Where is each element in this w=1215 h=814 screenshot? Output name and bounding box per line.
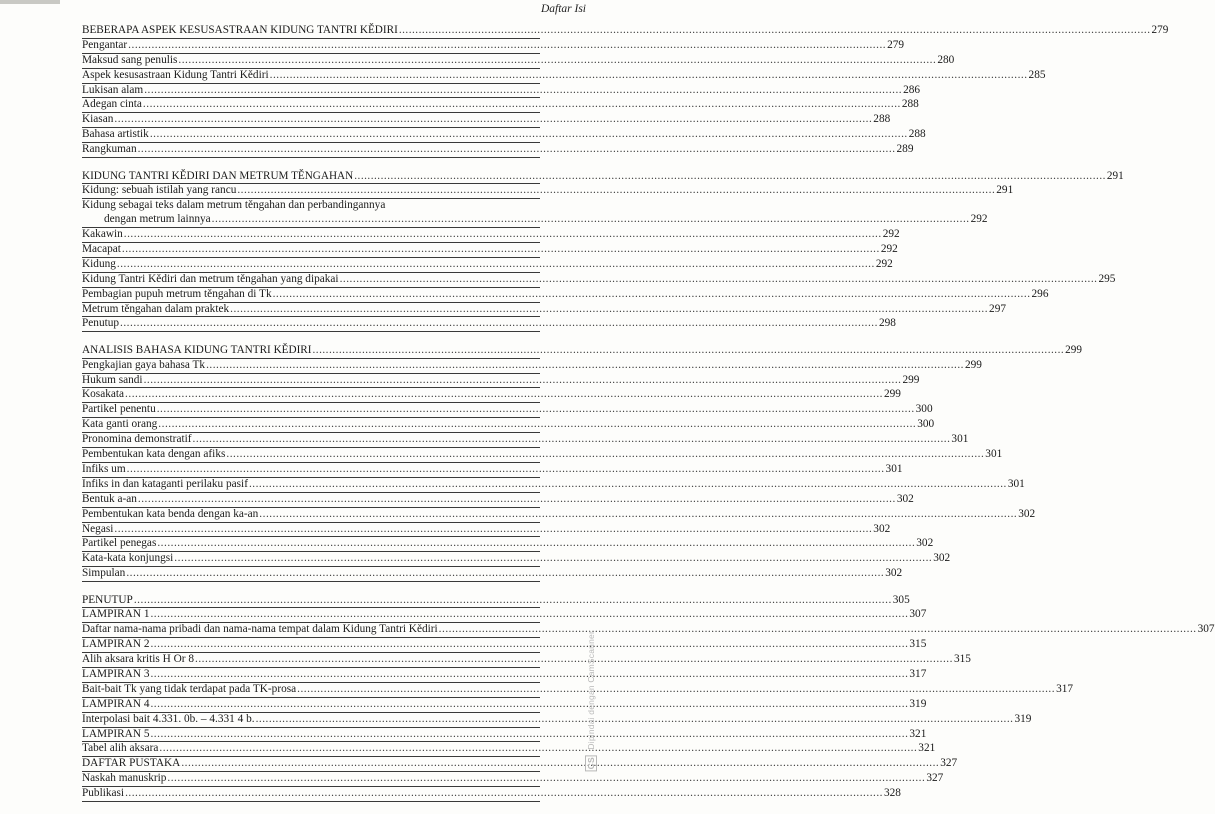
toc-entry-title: Macapat — [82, 242, 121, 255]
toc-page-number: 291 — [1106, 169, 1124, 182]
toc-entry-title: PENUTUP — [82, 593, 133, 606]
toc-entry-title: Partikel penentu — [82, 403, 156, 416]
toc-leader-dots — [225, 448, 985, 462]
toc-entry — [82, 462, 903, 478]
toc-page-number: 286 — [903, 83, 921, 96]
toc-page-number: 302 — [916, 537, 934, 550]
running-head: Daftar Isi — [540, 3, 586, 15]
toc-page-number: 328 — [883, 787, 901, 800]
toc-section-heading — [82, 169, 1124, 185]
toc-entry — [82, 433, 969, 448]
toc-entry-title: Pembagian pupuh metrum těngahan di Tk — [82, 287, 272, 300]
toc-entry-title: Maksud sang penulis — [82, 53, 178, 66]
toc-entry-title: Penutup — [82, 317, 120, 330]
toc-entry — [82, 53, 955, 69]
toc-page-number: 301 — [885, 462, 903, 475]
toc-page-number: 292 — [970, 213, 988, 226]
toc-entry — [82, 668, 927, 683]
toc-leader-dots — [398, 24, 1152, 38]
toc-leader-dots — [133, 594, 893, 608]
toc-leader-dots — [149, 608, 909, 622]
toc-entry — [82, 358, 982, 374]
toc-page-number: 307 — [909, 608, 927, 621]
toc-entry-title: DAFTAR PUSTAKA — [82, 757, 181, 770]
toc-entry — [82, 712, 1032, 728]
toc-leader-dots — [248, 478, 1008, 492]
toc-entry — [82, 593, 910, 609]
toc-leader-dots — [143, 374, 903, 388]
toc-page-number: 317 — [1056, 682, 1074, 695]
toc-leader-dots — [113, 113, 873, 127]
toc-entry — [82, 184, 1014, 199]
toc-page-number: 301 — [951, 433, 969, 446]
toc-entry — [82, 98, 919, 113]
toc-page-number: 300 — [917, 418, 935, 431]
toc-entry-title: Naskah manuskrip — [82, 772, 167, 785]
toc-entry — [82, 302, 1006, 318]
toc-page-number: 321 — [909, 727, 927, 740]
toc-entry-title: Bait-bait Tk yang tidak terdapat pada TK-prosa — [82, 682, 297, 695]
toc-entry-title: LAMPIRAN 2 — [82, 638, 150, 651]
toc-entry-title: Aspek kesusastraan Kidung Tantri Kědiri — [82, 68, 269, 81]
toc-page-number: 296 — [1031, 287, 1049, 300]
toc-entry-title: Interpolasi bait 4.331. 0b. – 4.331 4 b. — [82, 712, 255, 725]
toc-leader-dots — [339, 273, 1099, 287]
toc-entry — [82, 68, 1046, 84]
toc-entry-title: Kata-kata konjungsi — [82, 552, 174, 565]
toc-entry-title: Rangkuman — [82, 143, 137, 156]
toc-leader-dots — [177, 54, 937, 68]
toc-leader-dots — [236, 184, 996, 198]
toc-entry — [82, 727, 927, 743]
toc-entry — [82, 638, 927, 653]
toc-entry-title: Pengantar — [82, 38, 128, 51]
toc-entry-title: LAMPIRAN 5 — [82, 727, 150, 740]
toc-page-number: 317 — [909, 668, 927, 681]
toc-entry — [82, 772, 944, 787]
toc-entry-title: LAMPIRAN 3 — [82, 668, 150, 681]
toc-entry — [82, 287, 1049, 303]
toc-page-number: 300 — [915, 403, 933, 416]
toc-leader-dots — [124, 787, 884, 801]
toc-leader-dots — [353, 170, 1107, 184]
toc-entry — [82, 113, 891, 128]
toc-leader-dots — [126, 463, 886, 477]
toc-entry — [82, 787, 901, 802]
toc-entry — [82, 477, 1025, 493]
toc-leader-dots — [137, 493, 897, 507]
toc-leader-dots — [121, 243, 881, 257]
toc-page-number: 291 — [996, 184, 1014, 197]
toc-leader-dots — [173, 552, 933, 566]
toc-entry-title: dengan metrum lainnya — [104, 213, 211, 226]
toc-leader-dots — [149, 698, 909, 712]
toc-entry-title: Partikel penegas — [82, 537, 157, 550]
page-top-edge — [0, 0, 60, 4]
toc-leader-dots — [142, 98, 902, 112]
toc-leader-dots — [156, 403, 916, 417]
toc-leader-dots — [269, 69, 1029, 83]
toc-page-number: 319 — [1014, 712, 1032, 725]
toc-entry — [82, 552, 951, 567]
toc-entry-title: Bahasa artistik — [82, 128, 149, 141]
toc-entry — [82, 38, 905, 54]
toc-section-title: ANALISIS BAHASA KIDUNG TANTRI KĚDIRI — [82, 343, 312, 356]
toc-entry-title: Kidung — [82, 257, 116, 270]
toc-entry — [82, 128, 926, 143]
toc-page-number: 299 — [965, 358, 982, 371]
toc-entry-title: Publikasi — [82, 787, 125, 800]
toc-page-number: 279 — [1151, 24, 1169, 36]
toc-entry-title: Simpulan — [82, 567, 126, 580]
toc-leader-dots — [156, 537, 916, 551]
toc-leader-dots — [149, 638, 909, 652]
toc-entry — [82, 257, 893, 273]
toc-entry — [82, 418, 935, 433]
toc-entry — [82, 213, 988, 228]
toc-leader-dots — [157, 418, 917, 432]
toc-entry-title: Kata ganti orang — [82, 418, 158, 431]
toc-entry-title: Kosakata — [82, 388, 125, 401]
toc-page-number: 279 — [887, 38, 905, 51]
toc-entry — [82, 388, 901, 403]
toc-section-title: KIDUNG TANTRI KĚDIRI DAN METRUM TĚNGAHAN — [82, 169, 354, 182]
toc-entry-title: Kidung: sebuah istilah yang rancu — [82, 184, 237, 197]
toc-leader-dots — [166, 772, 926, 786]
toc-entry — [82, 242, 898, 258]
toc-leader-dots — [124, 388, 884, 402]
toc-page-number: 285 — [1028, 68, 1046, 81]
toc-page-number: 302 — [933, 552, 951, 565]
toc-entry — [82, 272, 1116, 288]
toc-entry-title: Alih aksara kritis H Or 8 — [82, 653, 195, 666]
toc-entry — [82, 403, 933, 418]
toc-page-number: 301 — [1007, 477, 1025, 490]
toc-leader-dots — [296, 683, 1056, 697]
scanner-watermark — [585, 631, 597, 771]
toc-section-title: BEBERAPA ASPEK KESUSASTRAAN KIDUNG TANTRI KĚDIRI — [82, 24, 398, 36]
toc-entry — [82, 608, 927, 623]
toc-page-number: 305 — [892, 593, 910, 606]
camscanner-logo-icon: CS — [586, 756, 596, 769]
toc-leader-dots — [113, 523, 873, 537]
toc-page-number: 289 — [896, 143, 914, 156]
toc-page-number: 327 — [926, 772, 944, 785]
toc-page-number: 292 — [882, 228, 900, 241]
toc-leader-dots — [229, 303, 989, 317]
toc-entry-title: Infiks um — [82, 462, 126, 475]
toc-entry — [82, 537, 934, 552]
toc-page-number: 315 — [909, 638, 927, 651]
toc-leader-dots — [258, 508, 1018, 522]
toc-entry — [82, 682, 1074, 698]
toc-entry-title: Pembentukan kata dengan afiks — [82, 448, 226, 461]
toc-entry-title: Tabel alih aksara — [82, 742, 159, 755]
toc-page-number: 327 — [940, 757, 958, 770]
toc-leader-dots — [158, 742, 918, 756]
scanner-watermark-text: Dipindai dengan CamScanner — [586, 630, 596, 750]
toc-section — [82, 24, 1169, 158]
toc-page-number: 295 — [1098, 272, 1116, 285]
toc-leader-dots — [149, 128, 909, 142]
toc-page-number: 288 — [901, 98, 919, 111]
toc-entry-title: Kidung sebagai teks dalam metrum těngahan dan perbandingannya — [82, 199, 386, 212]
toc-page-number: 297 — [989, 302, 1006, 315]
toc-section — [82, 169, 1124, 333]
toc-page-number: 319 — [909, 697, 927, 710]
toc-entry — [82, 623, 1215, 638]
toc-section-heading — [82, 343, 1082, 359]
toc-leader-dots — [180, 757, 940, 771]
toc-page-number: 299 — [1065, 343, 1082, 356]
toc-page-number: 280 — [937, 53, 955, 66]
toc-leader-dots — [127, 39, 887, 53]
toc-page-number: 298 — [878, 317, 896, 330]
toc-entry-title: Daftar nama-nama pribadi dan nama-nama tempat dalam Kidung Tantri Kědiri — [82, 623, 438, 636]
toc-entry — [82, 492, 914, 508]
toc-section-heading — [82, 24, 1169, 39]
toc-leader-dots — [311, 344, 1065, 358]
toc-page-number: 315 — [953, 653, 971, 666]
toc-leader-dots — [123, 228, 883, 242]
toc-entry-title: Kakawin — [82, 228, 123, 241]
toc-entry-title: Pembentukan kata benda dengan ka-an — [82, 507, 259, 520]
toc-page-number: 302 — [896, 492, 914, 505]
toc-page-number: 288 — [908, 128, 926, 141]
toc-page-number: 299 — [902, 373, 920, 386]
toc-leader-dots — [272, 288, 1032, 302]
toc-entry — [82, 567, 903, 582]
toc-entry-title: Kiasan — [82, 113, 114, 126]
toc-entry — [82, 697, 927, 713]
toc-page-number: 292 — [875, 257, 893, 270]
toc-entry-title: Pengkajian gaya bahasa Tk — [82, 358, 206, 371]
toc-entry — [82, 228, 900, 243]
toc-leader-dots — [205, 359, 965, 373]
toc-leader-dots — [192, 433, 952, 447]
toc-entry — [82, 742, 936, 757]
toc-entry-title: Hukum sandi — [82, 373, 143, 386]
toc-entry-title: Infiks in dan kataganti perilaku pasif — [82, 477, 248, 490]
toc-entry-title: Kidung Tantri Kědiri dan metrum těngahan yang dipakai — [82, 272, 339, 285]
toc-page-number: 307 — [1197, 623, 1215, 636]
toc-leader-dots — [116, 258, 876, 272]
toc-leader-dots — [143, 84, 903, 98]
toc-leader-dots — [125, 567, 885, 581]
toc-leader-dots — [438, 623, 1198, 637]
toc-leader-dots — [137, 143, 897, 157]
toc-entry — [82, 317, 896, 332]
toc-page-number: 302 — [885, 567, 903, 580]
toc-leader-dots — [194, 653, 954, 667]
toc-entry — [82, 448, 1003, 463]
toc-entry-title: LAMPIRAN 1 — [82, 608, 150, 621]
toc-entry-title: Negasi — [82, 522, 114, 535]
toc-leader-dots — [255, 713, 1015, 727]
toc-entry-title: LAMPIRAN 4 — [82, 697, 150, 710]
toc-entry — [82, 143, 914, 158]
toc-section — [82, 343, 1082, 582]
toc-leader-dots — [149, 728, 909, 742]
toc-page-number: 288 — [873, 113, 891, 126]
toc-entry-title: Pronomina demonstratif — [82, 433, 192, 446]
toc-page-number: 302 — [1018, 507, 1036, 520]
toc-leader-dots — [149, 668, 909, 682]
toc-entry — [82, 653, 971, 668]
toc-entry-line1 — [82, 199, 540, 213]
toc-entry-title: Bentuk a-an — [82, 492, 137, 505]
toc-entry — [82, 83, 921, 99]
toc-page-number: 302 — [873, 522, 891, 535]
toc-entry-title: Lukisan alam — [82, 83, 144, 96]
toc-page-number: 299 — [883, 388, 901, 401]
toc-page-number: 321 — [918, 742, 936, 755]
toc-entry-title: Metrum těngahan dalam praktek — [82, 302, 230, 315]
toc-leader-dots — [211, 213, 971, 227]
toc-page-number: 301 — [985, 448, 1003, 461]
toc-entry — [82, 373, 920, 389]
toc-entry-title: Adegan cinta — [82, 98, 142, 111]
toc-entry — [82, 507, 1036, 523]
toc-leader-dots — [119, 317, 879, 331]
toc-entry — [82, 522, 891, 538]
toc-page-number: 292 — [880, 242, 898, 255]
